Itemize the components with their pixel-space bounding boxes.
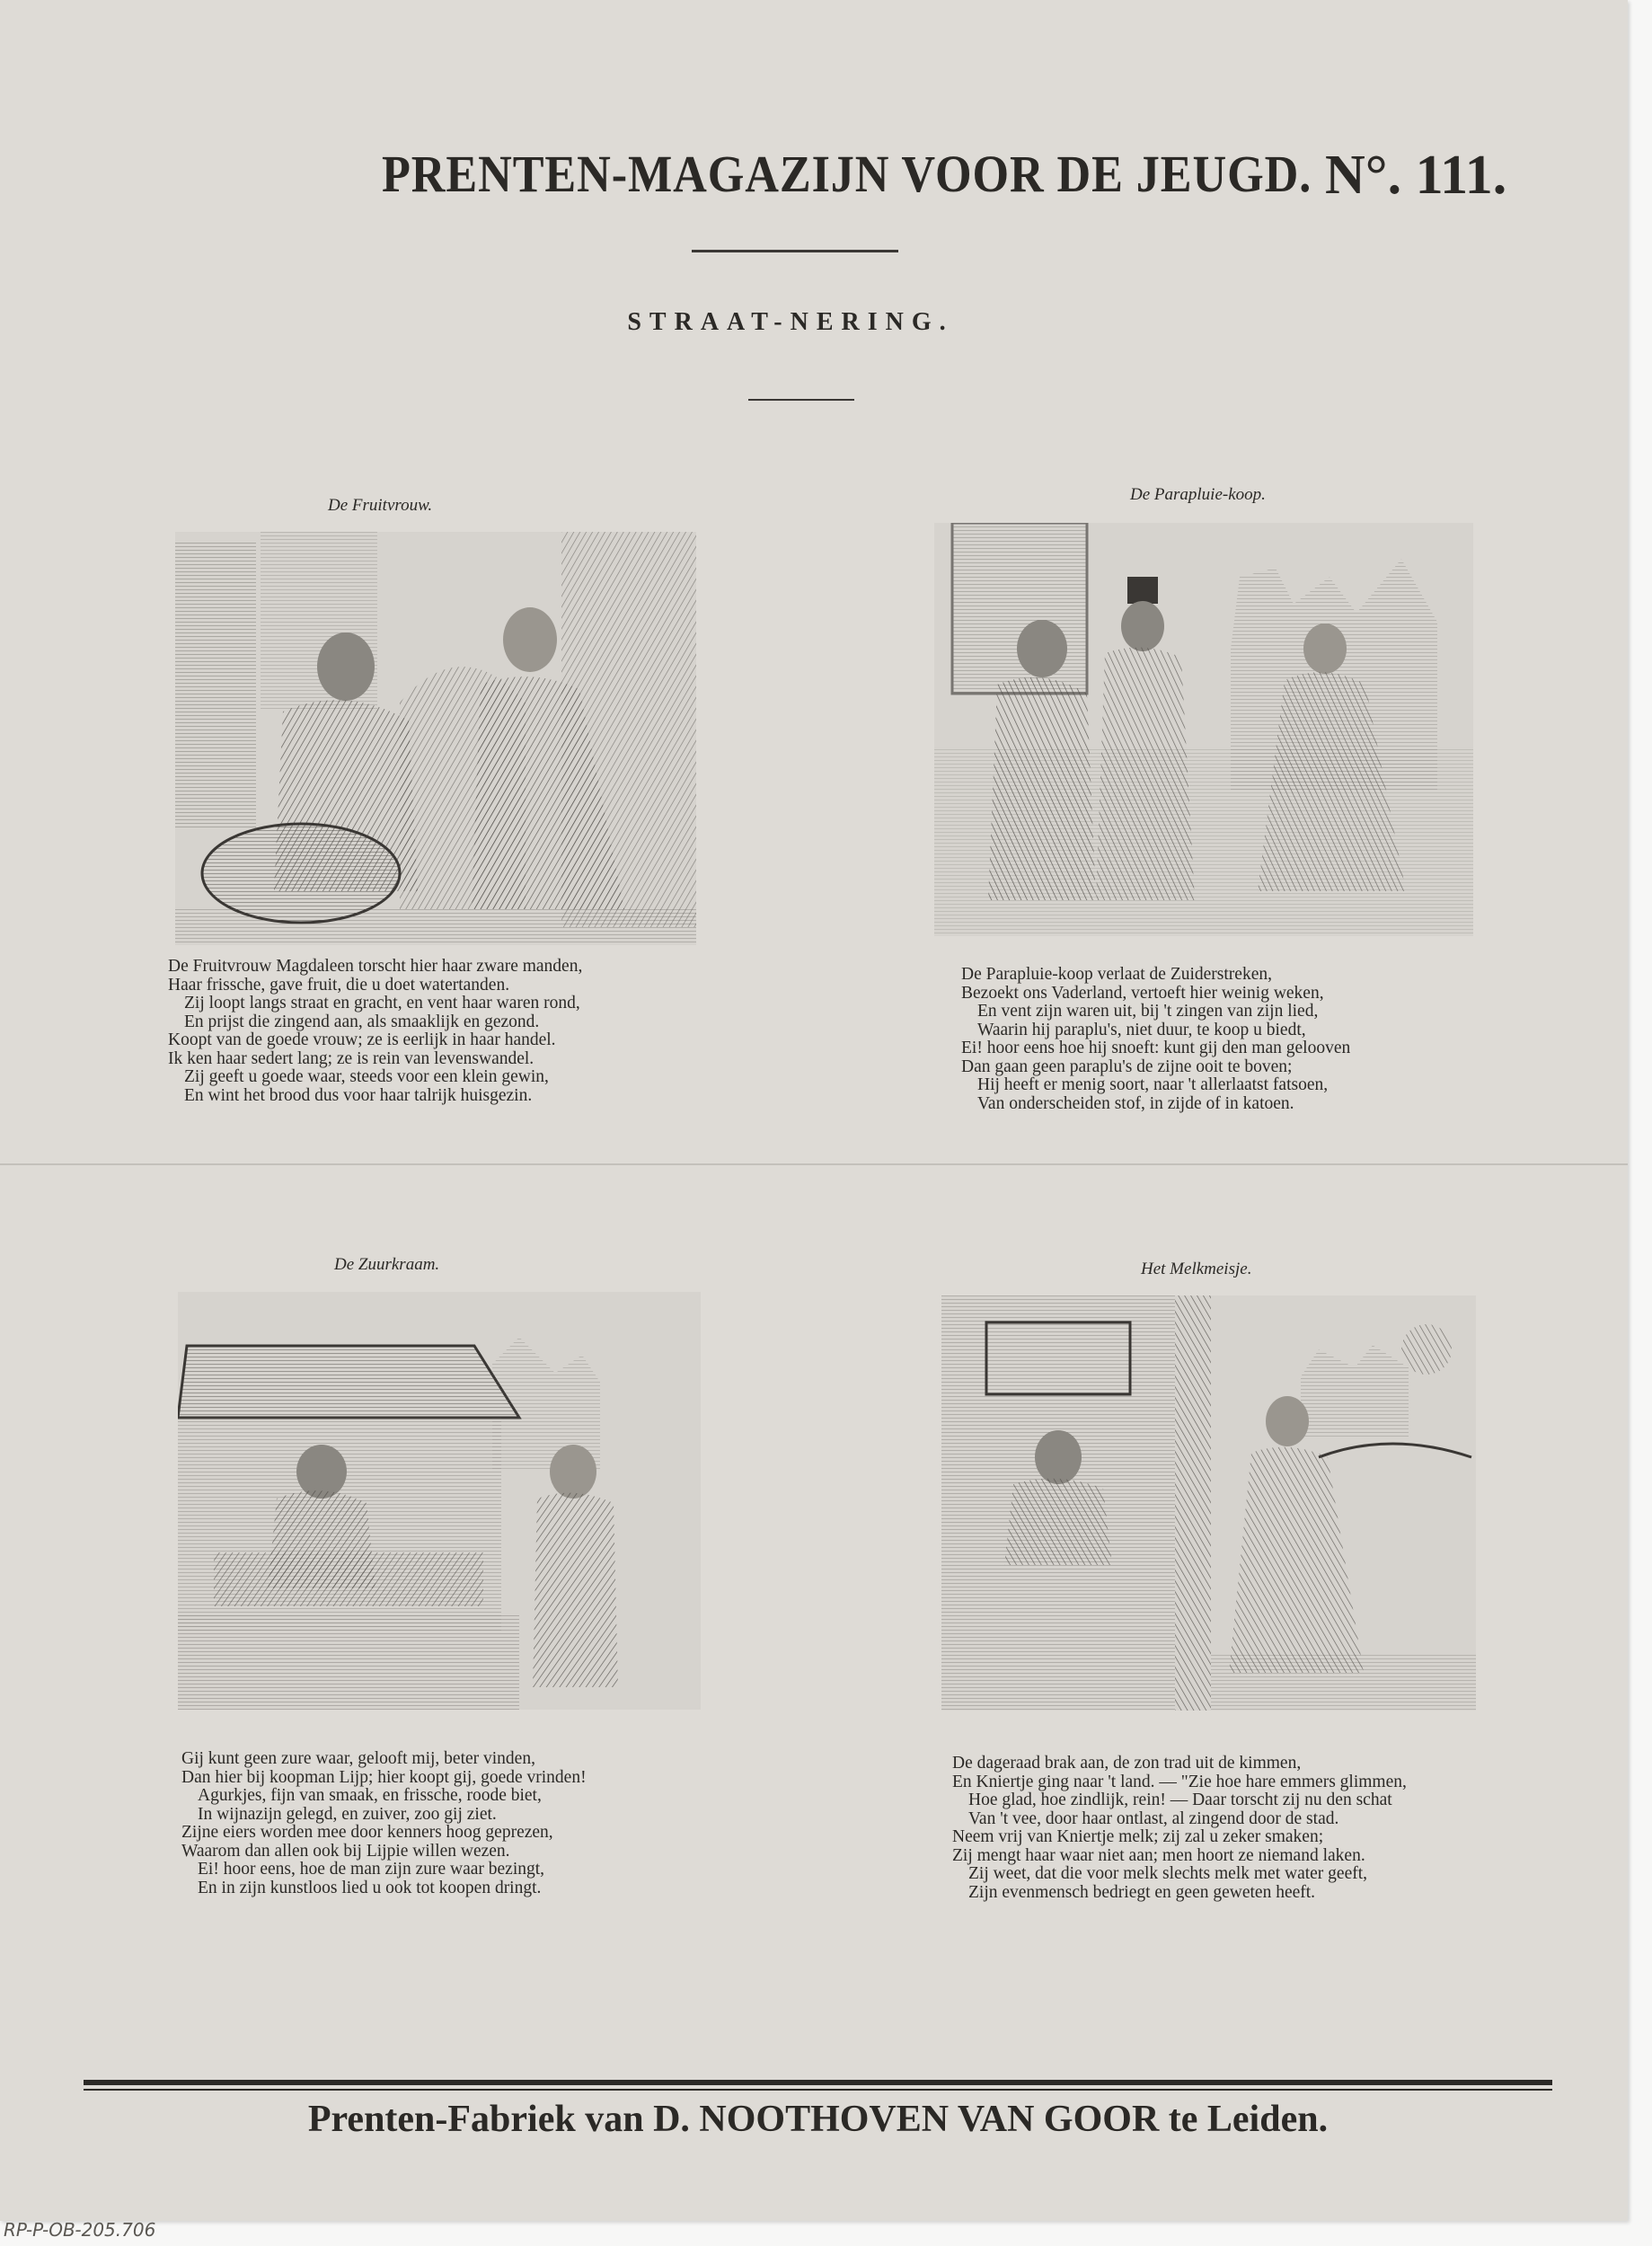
verse-line: Van 't vee, door haar ontlast, al zingend door de stad. bbox=[968, 1808, 1339, 1828]
verse-line: Zijne eiers worden mee door kenners hoog geprezen, bbox=[181, 1823, 553, 1842]
verse-line: Van onderscheiden stof, in zijde of in katoen. bbox=[977, 1093, 1294, 1113]
verse-line: De Parapluie-koop verlaat de Zuiderstreken, bbox=[961, 965, 1272, 984]
fold-line bbox=[0, 1163, 1628, 1165]
panel-caption-zuurkraam: De Zuurkraam. bbox=[334, 1255, 440, 1274]
panel-caption-parapluie-koop: De Parapluie-koop. bbox=[1130, 485, 1266, 504]
verse-line: Zij loopt langs straat en gracht, en vent haar waren rond, bbox=[184, 994, 580, 1012]
publisher-imprint: Prenten-Fabriek van D. NOOTHOVEN VAN GOOR te Leiden. bbox=[307, 2099, 1329, 2140]
verse-melkmeisje bbox=[952, 1755, 1407, 1902]
inventory-number: RP-P-OB-205.706 bbox=[4, 2219, 156, 2241]
verse-line: In wijnazijn gelegd, en zuiver, zoo gij ziet. bbox=[198, 1804, 497, 1824]
panel-caption-melkmeisje: Het Melkmeisje. bbox=[1141, 1260, 1252, 1278]
verse-line: Bezoekt ons Vaderland, vertoeft hier weinig weken, bbox=[961, 983, 1324, 1003]
footer-rule-thin bbox=[84, 2089, 1552, 2091]
section-subtitle: STRAAT-NERING. bbox=[627, 308, 954, 336]
verse-line: Hoe glad, hoe zindlijk, rein! — Daar torscht zij nu den schat bbox=[968, 1791, 1392, 1809]
verse-line: Dan gaan geen paraplu's de zijne ooit te boven; bbox=[961, 1057, 1293, 1076]
verse-line: Waarin hij paraplu's, niet duur, te koop u biedt, bbox=[977, 1020, 1306, 1039]
verse-parapluie-koop bbox=[961, 966, 1350, 1113]
verse-line: De dageraad brak aan, de zon trad uit de kimmen, bbox=[952, 1754, 1302, 1773]
verse-line: Ei! hoor eens, hoe de man zijn zure waar bezingt, bbox=[198, 1860, 545, 1879]
verse-fruitvrouw bbox=[168, 958, 582, 1105]
verse-line: Gij kunt geen zure waar, gelooft mij, beter vinden, bbox=[181, 1749, 535, 1768]
verse-line: De Fruitvrouw Magdaleen torscht hier haar zware manden, bbox=[168, 957, 583, 976]
verse-line: Haar frissche, gave fruit, die u doet watertanden. bbox=[168, 975, 510, 995]
panel-caption-fruitvrouw: De Fruitvrouw. bbox=[328, 496, 433, 515]
verse-line: Ik ken haar sedert lang; ze is rein van levenswandel. bbox=[168, 1048, 534, 1068]
verse-line: En Kniertje ging naar 't land. — "Zie hoe hare emmers glimmen, bbox=[952, 1772, 1407, 1791]
title-rule bbox=[692, 250, 898, 252]
subtitle-rule bbox=[748, 399, 854, 401]
verse-line: Hij heeft er menig soort, naar 't allerlaatst fatsoen, bbox=[977, 1075, 1329, 1094]
verse-line: Waarom dan allen ook bij Lijpie willen wezen. bbox=[181, 1841, 510, 1861]
verse-line: Zijn evenmensch bedriegt en geen geweten heeft. bbox=[968, 1882, 1316, 1902]
engraving-fruitvrouw bbox=[175, 532, 696, 945]
verse-line: Neem vrij van Kniertje melk; zij zal u zeker smaken; bbox=[952, 1827, 1324, 1846]
engraving-parapluie-koop bbox=[934, 523, 1473, 936]
verse-line: Agurkjes, fijn van smaak, en frissche, roode biet, bbox=[198, 1786, 542, 1805]
verse-zuurkraam bbox=[181, 1750, 587, 1897]
verse-line: Koopt van de goede vrouw; ze is eerlijk in haar handel. bbox=[168, 1030, 556, 1049]
verse-line: Zij weet, dat die voor melk slechts melk met water geeft, bbox=[968, 1864, 1368, 1883]
verse-line: En vent zijn waren uit, bij 't zingen van zijn lied, bbox=[977, 1002, 1319, 1021]
verse-line: Ei! hoor eens hoe hij snoeft: kunt gij den man gelooven bbox=[961, 1039, 1351, 1057]
issue-number: N°. 111. bbox=[1325, 145, 1507, 206]
engraving-zuurkraam bbox=[178, 1292, 701, 1710]
verse-line: En wint het brood dus voor haar talrijk huisgezin. bbox=[184, 1085, 533, 1105]
footer-rule bbox=[84, 2080, 1552, 2085]
verse-line: Zij mengt haar waar niet aan; men hoort ze niemand laken. bbox=[952, 1845, 1365, 1865]
verse-line: Dan hier bij koopman Lijp; hier koopt gij, goede vrinden! bbox=[181, 1767, 587, 1787]
verse-line: Zij geeft u goede waar, steeds voor een klein gewin, bbox=[184, 1067, 549, 1086]
engraving-melkmeisje bbox=[941, 1295, 1476, 1711]
verse-line: En in zijn kunstloos lied u ook tot koopen dringt. bbox=[198, 1878, 542, 1897]
verse-line: En prijst die zingend aan, als smaaklijk en gezond. bbox=[184, 1012, 540, 1031]
page-title: PRENTEN-MAGAZIJN VOOR DE JEUGD. bbox=[382, 145, 1312, 203]
